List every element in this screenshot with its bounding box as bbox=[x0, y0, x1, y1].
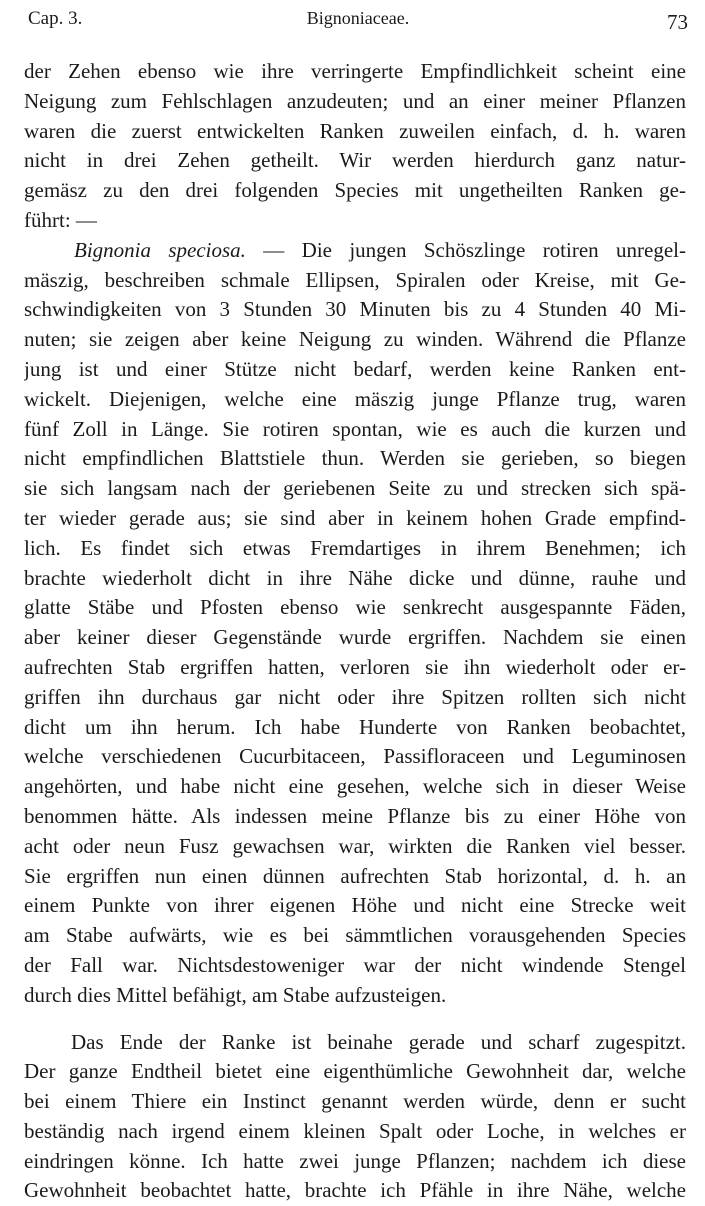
species-name: Bignonia speciosa. bbox=[74, 238, 246, 262]
text-body bbox=[24, 57, 686, 1206]
text-line: aber keiner dieser Gegenstände wurde ergriffen. Nachdem sie einen bbox=[24, 623, 686, 653]
text-line: lich. Es findet sich etwas Fremdartiges in ihrem Benehmen; ich bbox=[24, 534, 686, 564]
text-line: durch dies Mittel befähigt, am Stabe aufzusteigen. bbox=[24, 981, 686, 1011]
text-line: nuten; sie zeigen aber keine Neigung zu winden. Während die Pflanze bbox=[24, 325, 686, 355]
text-line: bei einem Thiere ein Instinct genannt werden würde, denn er sucht bbox=[24, 1087, 686, 1117]
first-line-rest: — Die jungen Schöszlinge rotiren unregel- bbox=[246, 238, 686, 262]
text-line: nicht in drei Zehen getheilt. Wir werden hierdurch ganz natur- bbox=[24, 146, 686, 176]
text-line: brachte wiederholt dicht in ihre Nähe dicke und dünne, rauhe und bbox=[24, 564, 686, 594]
text-line: waren die zuerst entwickelten Ranken zuweilen einfach, d. h. waren bbox=[24, 117, 686, 147]
text-line: jung ist und einer Stütze nicht bedarf, werden keine Ranken ent- bbox=[24, 355, 686, 385]
paragraph-gap bbox=[24, 1011, 686, 1028]
page-number: 73 bbox=[667, 10, 688, 35]
text-line: schwindigkeiten von 3 Stunden 30 Minuten bis zu 4 Stunden 40 Mi- bbox=[24, 295, 686, 325]
text-line: angehörten, und habe nicht eine gesehen, welche sich in dieser Weise bbox=[24, 772, 686, 802]
paragraph-1 bbox=[24, 57, 686, 236]
text-line: Der ganze Endtheil bietet eine eigenthümliche Gewohnheit dar, welche bbox=[24, 1057, 686, 1087]
text-line: am Stabe aufwärts, wie es bei sämmtlichen vorausgehenden Species bbox=[24, 921, 686, 951]
running-header bbox=[28, 8, 688, 38]
text-line: glatte Stäbe und Pfosten ebenso wie senkrecht ausgespannte Fäden, bbox=[24, 593, 686, 623]
text-line: sie sich langsam nach der geriebenen Seite zu und strecken sich spä- bbox=[24, 474, 686, 504]
text-line: der Zehen ebenso wie ihre verringerte Empfindlichkeit scheint eine bbox=[24, 57, 686, 87]
text-line: aufrechten Stab ergriffen hatten, verloren sie ihn wiederholt oder er- bbox=[24, 653, 686, 683]
text-line-first bbox=[24, 236, 686, 266]
text-line: fünf Zoll in Länge. Sie rotiren spontan, wie es auch die kurzen und bbox=[24, 415, 686, 445]
text-line: dicht um ihn herum. Ich habe Hunderte von Ranken beobachtet, bbox=[24, 713, 686, 743]
text-line: Neigung zum Fehlschlagen anzudeuten; und an einer meiner Pflanzen bbox=[24, 87, 686, 117]
text-line: mäszig, beschreiben schmale Ellipsen, Spiralen oder Kreise, mit Ge- bbox=[24, 266, 686, 296]
text-line: Gewohnheit beobachtet hatte, brachte ich Pfähle in ihre Nähe, welche bbox=[24, 1176, 686, 1206]
text-line: beständig nach irgend einem kleinen Spalt oder Loche, in welches er bbox=[24, 1117, 686, 1147]
paragraph-3 bbox=[24, 1028, 686, 1206]
chapter-label: Cap. 3. bbox=[28, 8, 82, 30]
text-line: der Fall war. Nichtsdestoweniger war der nicht windende Stengel bbox=[24, 951, 686, 981]
running-title: Bignoniaceae. bbox=[28, 8, 688, 29]
text-line: Das Ende der Ranke ist beinahe gerade und scharf zugespitzt. bbox=[24, 1028, 686, 1058]
text-line: einem Punkte von ihrer eigenen Höhe und nicht eine Strecke weit bbox=[24, 891, 686, 921]
text-line: Sie ergriffen nun einen dünnen aufrechten Stab horizontal, d. h. an bbox=[24, 862, 686, 892]
text-line: griffen ihn durchaus gar nicht oder ihre Spitzen rollten sich nicht bbox=[24, 683, 686, 713]
text-line: wickelt. Diejenigen, welche eine mäszig junge Pflanze trug, waren bbox=[24, 385, 686, 415]
text-line: welche verschiedenen Cucurbitaceen, Passifloraceen und Leguminosen bbox=[24, 742, 686, 772]
paragraph-2 bbox=[24, 236, 686, 1011]
text-line: gemäsz zu den drei folgenden Species mit ungetheilten Ranken ge- bbox=[24, 176, 686, 206]
text-line: führt: — bbox=[24, 206, 686, 236]
text-line: acht oder neun Fusz gewachsen war, wirkten die Ranken viel besser. bbox=[24, 832, 686, 862]
text-line: nicht empfindlichen Blattstiele thun. Werden sie gerieben, so biegen bbox=[24, 444, 686, 474]
text-line: benommen hätte. Als indessen meine Pflanze bis zu einer Höhe von bbox=[24, 802, 686, 832]
text-line: ter wieder gerade aus; sie sind aber in keinem hohen Grade empfind- bbox=[24, 504, 686, 534]
text-line: eindringen könne. Ich hatte zwei junge Pflanzen; nachdem ich diese bbox=[24, 1147, 686, 1177]
